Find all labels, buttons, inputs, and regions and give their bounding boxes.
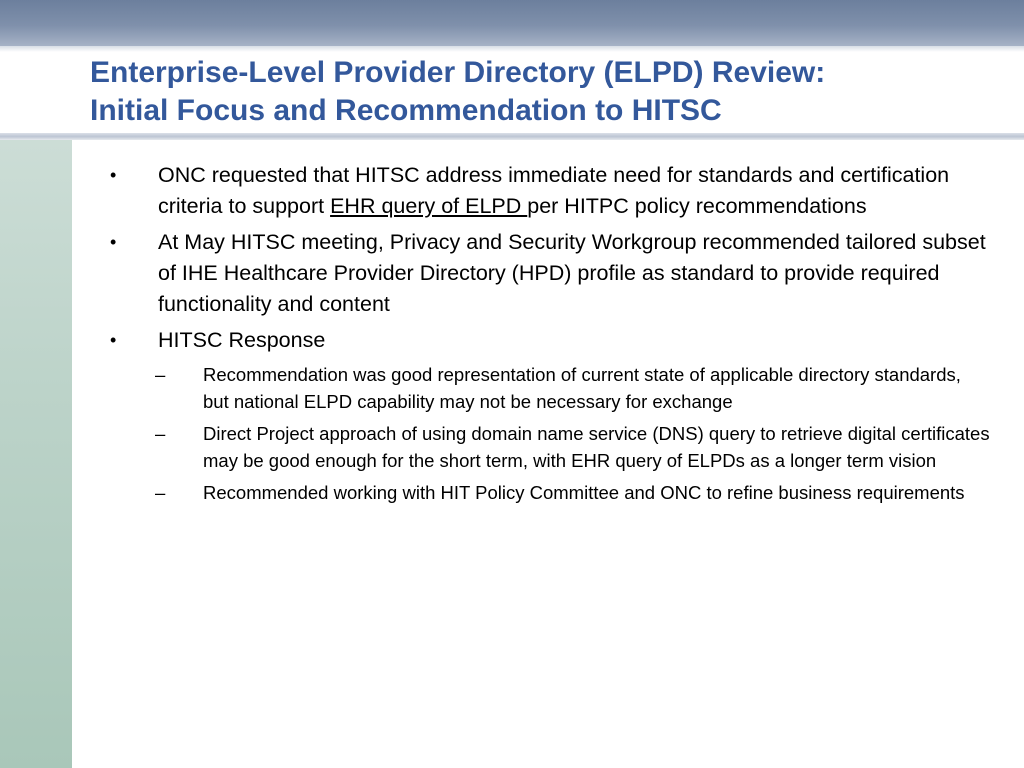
- ehr-query-elpd-link[interactable]: EHR query of ELPD: [330, 194, 528, 218]
- sub-bullet-text: Recommendation was good representation of current state of applicable directory standards, but national ELPD capability may not be necessary for exchange: [203, 364, 961, 412]
- bullet-marker: •: [110, 165, 117, 185]
- top-band-highlight: [0, 46, 1024, 52]
- top-decorative-band: [0, 0, 1024, 46]
- sub-bullet-direct-project: [100, 420, 990, 474]
- sub-bullet-working-with: [100, 479, 990, 506]
- slide-title-line-2: Initial Focus and Recommendation to HITSC: [90, 94, 722, 127]
- sub-bullet-text: Recommended working with HIT Policy Committee and ONC to refine business requirements: [203, 482, 965, 503]
- bullet-text-continued: per HITPC policy recommendations: [527, 194, 867, 218]
- bullet-text: At May HITSC meeting, Privacy and Security Workgroup recommended tailored subset of IHE Healthcare Provider Directory (HPD) profile as standard to provide required functionality and content: [158, 230, 986, 316]
- bullet-marker: •: [110, 232, 117, 252]
- bullet-text: ONC requested that HITSC address immediate need for standards and certification criteria to support: [158, 163, 950, 218]
- title-divider: [0, 133, 1024, 140]
- slide-title-line-1: Enterprise-Level Provider Directory (ELPD) Review:: [90, 56, 826, 89]
- bullet-may-meeting: [100, 227, 990, 320]
- bullet-marker: •: [110, 330, 117, 350]
- sub-bullet-marker: –: [155, 482, 166, 503]
- sub-bullet-marker: –: [155, 423, 166, 444]
- bullet-hitsc-response: [100, 325, 990, 356]
- left-decorative-strip: [0, 140, 72, 768]
- bullet-text: HITSC Response: [158, 328, 326, 352]
- slide-body: [100, 160, 990, 511]
- bullet-onc-request: [100, 160, 990, 222]
- sub-bullet-text: Direct Project approach of using domain name service (DNS) query to retrieve digital certificates may be good enough for the short term, with EHR query of ELPDs as a longer term vision: [203, 423, 990, 471]
- slide-title: [90, 54, 990, 130]
- sub-bullet-marker: –: [155, 364, 166, 385]
- sub-bullet-recommendation: [100, 361, 990, 415]
